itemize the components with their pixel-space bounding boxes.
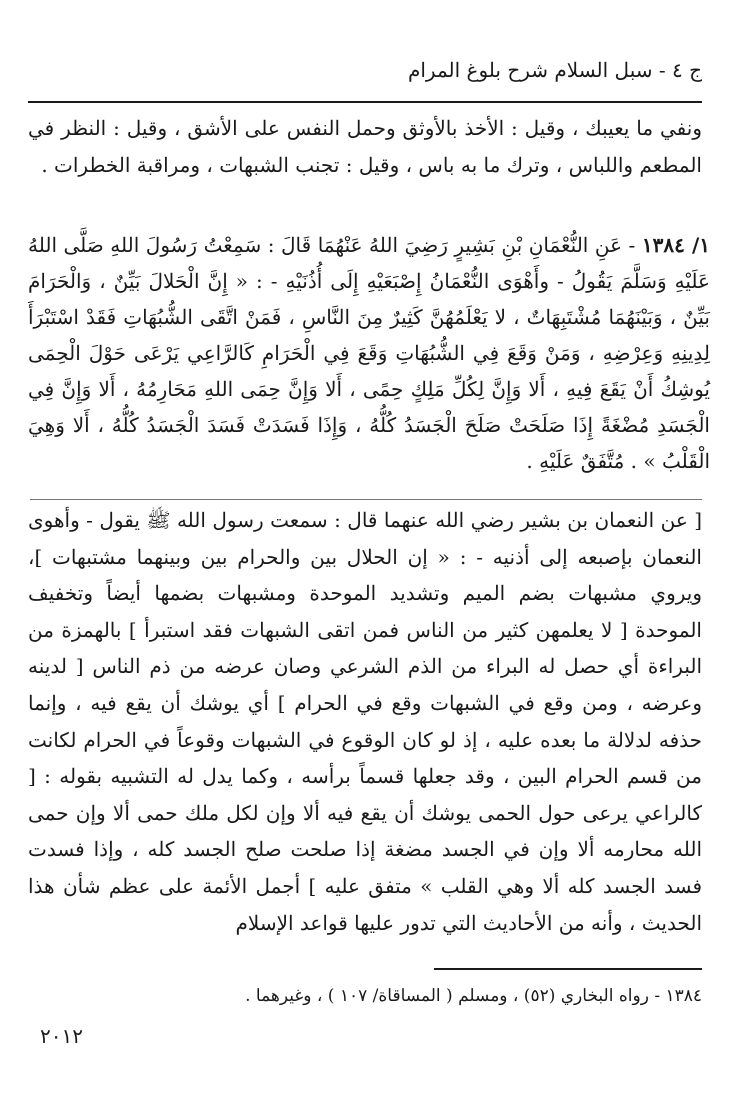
page-number: ٢٠١٢ — [40, 1024, 83, 1048]
commentary-paragraph: [ عن النعمان بن بشير رضي الله عنهما قال : سمعت رسول الله ﷺ يقول - وأهوى النعمان بإصبعه إلى أذنيه - : « إن الحلال بين والحرام بين وبينهما مشتبهات ]، ويروي مشبهات بضم الميم وتشديد الموحدة ومشبهات بضمها أيضاً وتخفيف الموحدة [ لا يعلمهن كثير من الناس فمن اتقى الشبهات فقد استبرأ ] بالهمزة من البراءة أي حصل له البراء من الذم الشرعي وصان عرضه من ذم الناس [ لدينه وعرضه ، ومن وقع في الشبهات وقع في الحرام ] أي يوشك أن يقع فيه ، وإنما حذفه لدلالة ما بعده عليه ، إذ لو كان الوقوع في الشبهات وقوعاً في الحرام لكانت من قسم الحرام البين ، وقد جعلها قسماً برأسه ، وكما يدل له التشبيه بقوله : [ كالراعي يرعى حول الحمى يوشك أن يقع فيه ألا وإن لكل ملك حمى ألا وإن حمى الله محارمه ألا وإن في الجسد مضغة إذا صلحت صلح الجسد كله ، وإذا فسدت فسد الجسد كله ألا وهي القلب » متفق عليه ] أجمل الأئمة على عظم شأن هذا الحديث ، وأنه من الأحاديث التي تدور عليها قواعد الإسلام — [28, 508, 702, 935]
hadith-divider — [30, 499, 702, 500]
footnote-rule — [434, 968, 702, 970]
footnote: ١٣٨٤ - رواه البخاري (٥٢) ، ومسلم ( المساقاة/ ١٠٧ ) ، وغيرهما . — [245, 986, 702, 1006]
hadith-text: - عَنِ النُّعْمَانِ بْنِ بَشِيرٍ رَضِيَ اللهُ عَنْهُمَا قَالَ : سَمِعْتُ رَسُولَ اللهِ صَلَّى اللهُ عَلَيْهِ وَسَلَّمَ يَقُولُ - وأَهْوَى النُّعْمَانُ إِصْبَعَيْهِ إِلَى أُذُنَيْهِ - : « إِنَّ الْحَلالَ بَيِّنٌ ، وَالْحَرَامَ بَيِّنٌ ، وَبَيْنَهُمَا مُشْتَبِهَاتٌ ، لا يَعْلَمُهُنَّ كَثِيرٌ مِنَ النَّاسِ ، فَمَنْ اتَّقَى الشُّبُهَاتِ فَقَدْ اسْتَبْرَأَ لِدِينِهِ وَعِرْضِهِ ، وَمَنْ وَقَعَ فِي الشُّبُهَاتِ وَقَعَ فِي الْحَرَامِ كَالرَّاعِي يَرْعَى حَوْلَ الْحِمَى يُوشِكُ أَنْ يَقَعَ فِيهِ ، أَلا وَإِنَّ لِكُلِّ مَلِكٍ حِمًى ، أَلا وَإِنَّ حِمَى اللهِ مَحَارِمُهُ ، أَلا وَإِنَّ فِي الْجَسَدِ مُضْغَةً إِذَا صَلَحَتْ صَلَحَ الْجَسَدُ كُلُّهُ ، وَإِذَا فَسَدَتْ فَسَدَ الْجَسَدُ كُلُّهُ ، أَلا وَهِيَ الْقَلْبُ » . مُتَّفَقٌ عَلَيْهِ . — [28, 233, 710, 473]
intro-paragraph: ونفي ما يعيبك ، وقيل : الأخذ بالأوثق وحمل النفس على الأشق ، وقيل : النظر في المطعم واللباس ، وترك ما به باس ، وقيل : تجنب الشبهات ، ومراقبة الخطرات . — [28, 116, 702, 177]
running-header: ج ٤ - سبل السلام شرح بلوغ المرام — [407, 58, 702, 82]
hadith-block — [28, 227, 710, 479]
hadith-number: ١/ ١٣٨٤ — [641, 233, 711, 257]
header-rule — [28, 101, 702, 103]
